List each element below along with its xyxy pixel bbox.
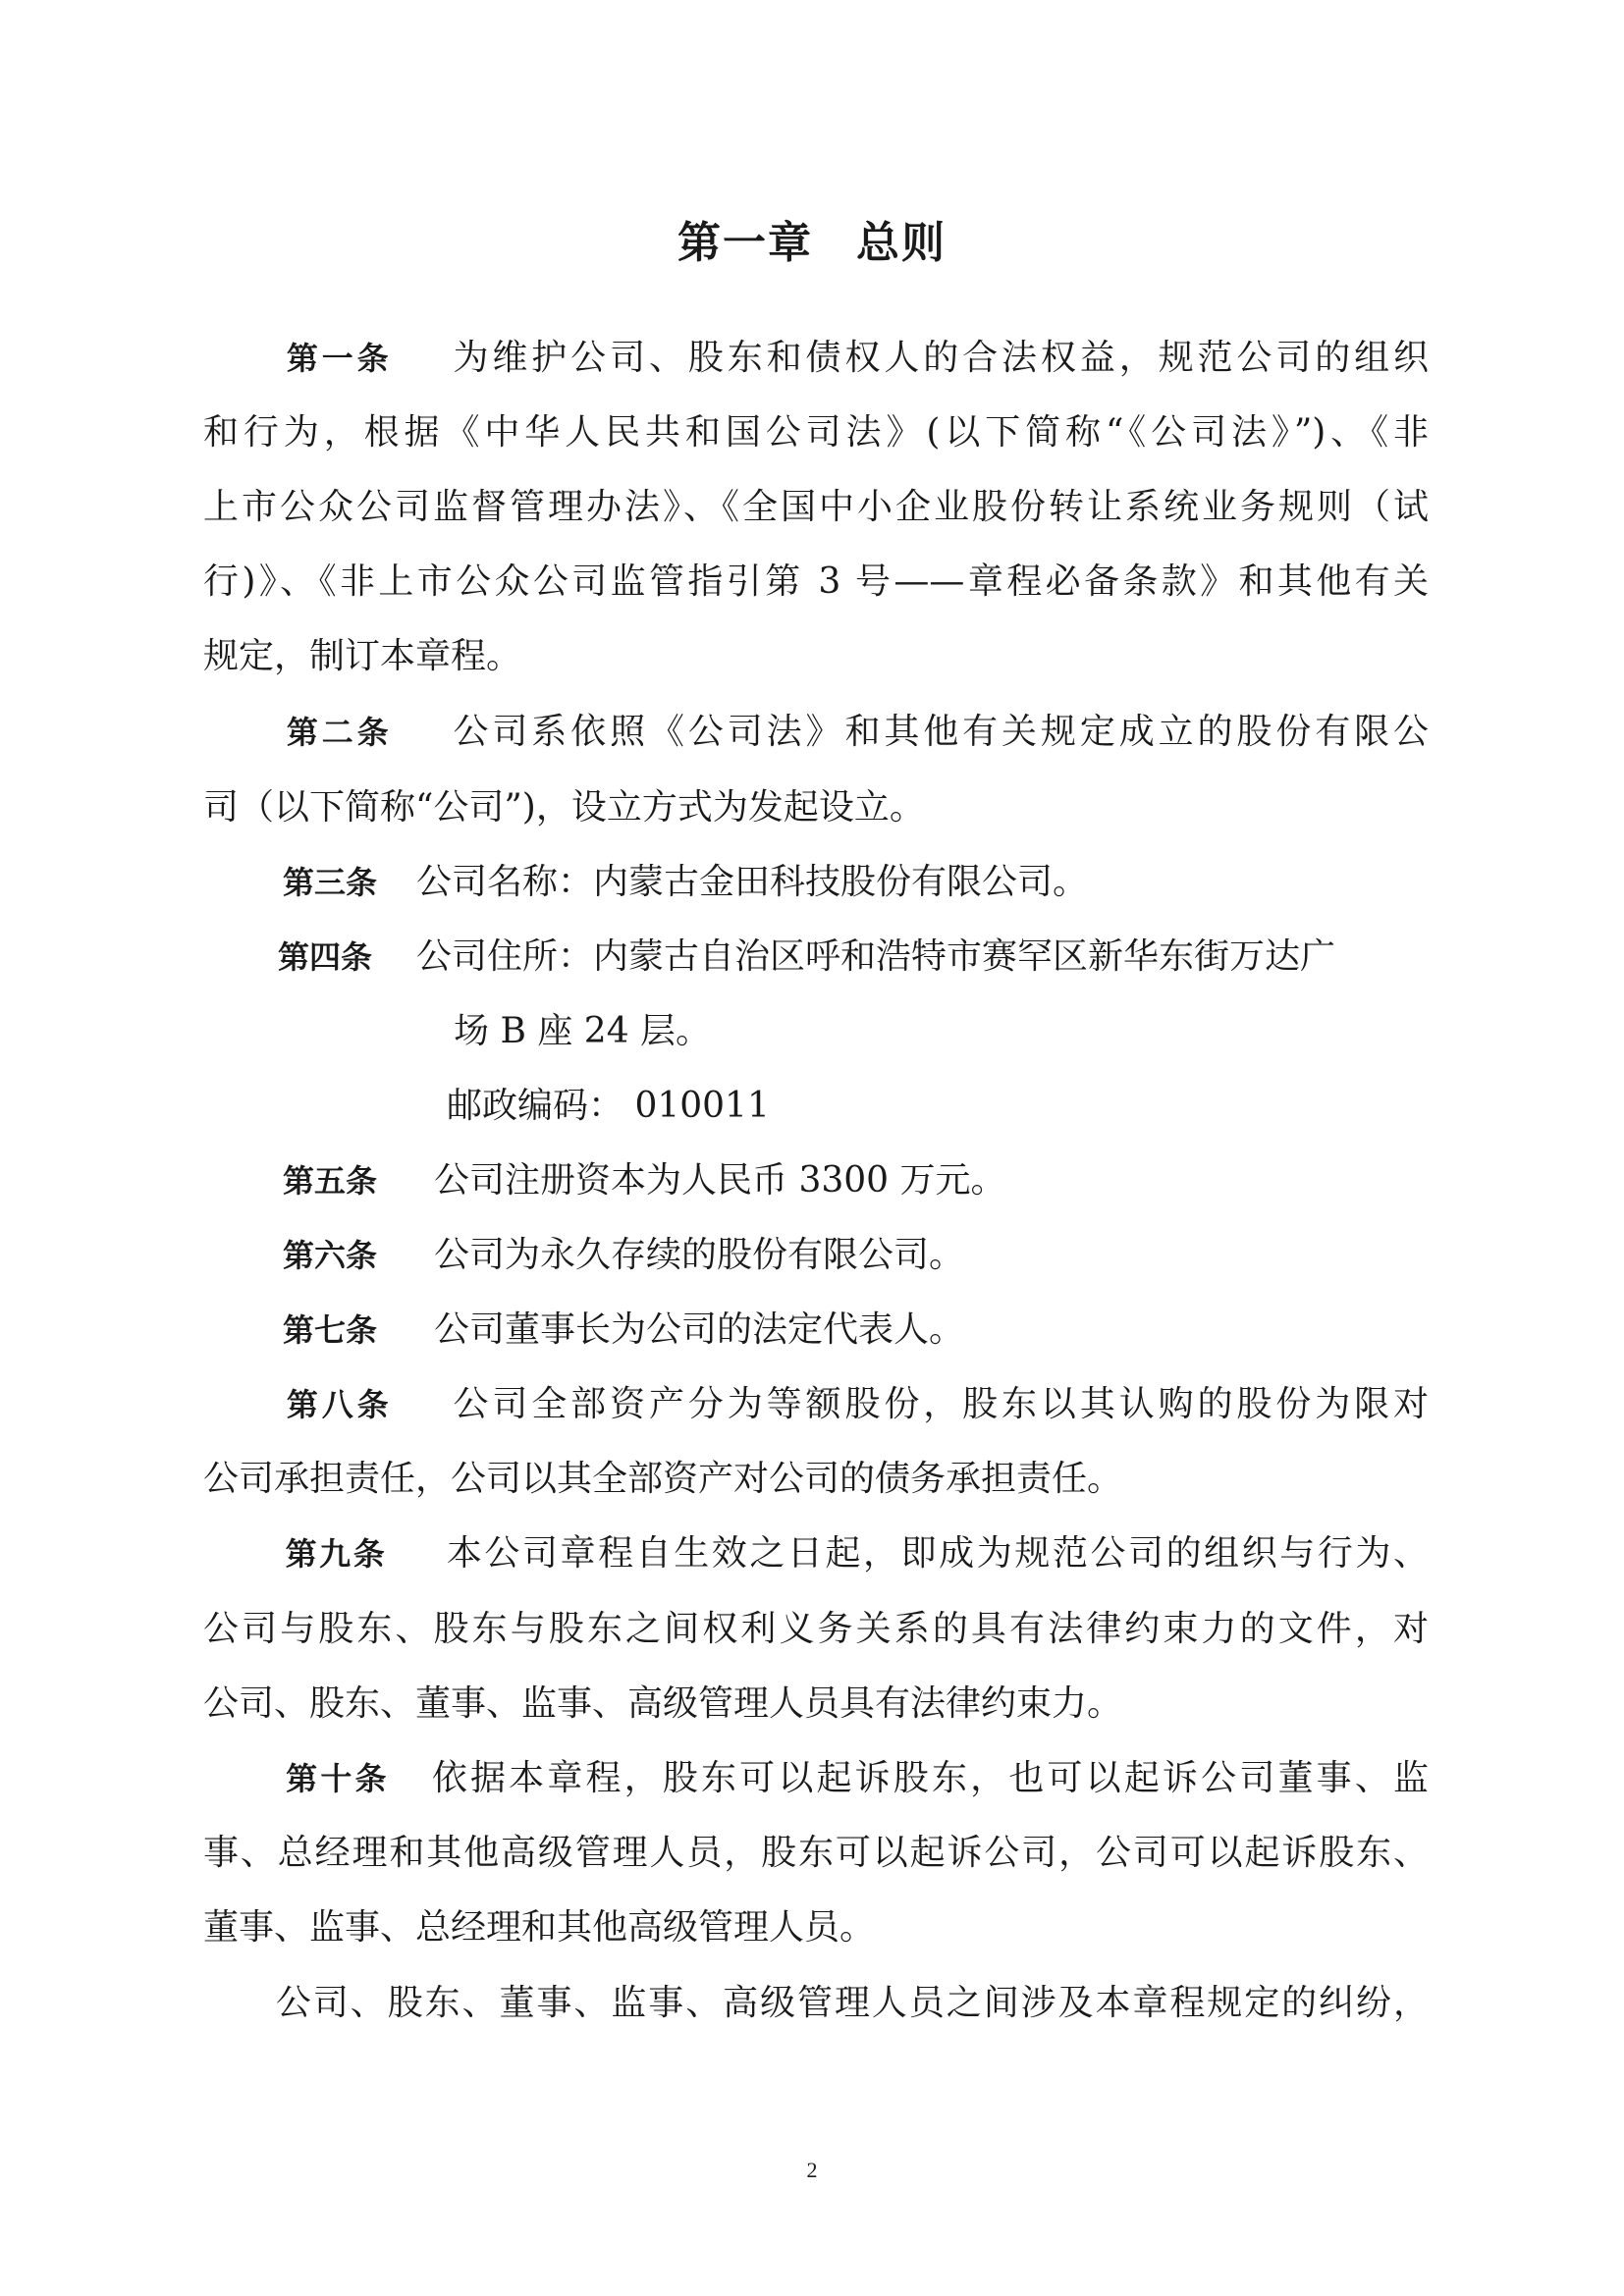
article-label: 第七条 [283,1311,378,1349]
article-label: 第八条 [283,1386,393,1423]
article-2-line-1: 第二条 公司系依照《公司法》和其他有关规定成立的股份有限公 [283,712,1429,752]
article-10-line-2: 事、总经理和其他高级管理人员，股东可以起诉公司，公司可以起诉股东、 [203,1833,1429,1873]
page-number: 2 [806,2158,818,2182]
article-3-line-1: 第三条 公司名称：内蒙古金田科技股份有限公司。 [283,862,1089,902]
article-label: 第十条 [283,1760,390,1797]
article-1-line-4: 行)》、《非上市公众公司监管指引第 3 号——章程必备条款》和其他有关 [203,561,1429,602]
article-2-line-2: 司（以下简称“公司”)，设立方式为发起设立。 [203,787,925,828]
article-1-line-2: 和行为，根据《中华人民共和国公司法》(以下简称“《公司法》”)、《非 [203,412,1429,453]
article-label: 第一条 [283,340,393,377]
article-10-line-3: 董事、监事、总经理和其他高级管理人员。 [203,1907,876,1948]
article-label: 第二条 [283,714,393,751]
chapter-heading [0,214,1624,273]
article-label: 第六条 [283,1237,378,1274]
article-1-line-3: 上市公众公司监督管理办法》、《全国中小企业股份转让系统业务规则（试 [203,487,1429,527]
article-1-line-1: 第一条 为维护公司、股东和债权人的合法权益，规范公司的组织 [283,338,1429,378]
article-7-line-1: 第七条 公司董事长为公司的法定代表人。 [283,1309,965,1350]
article-6-line-1: 第六条 公司为永久存续的股份有限公司。 [283,1235,965,1275]
article-9-line-3: 公司、股东、董事、监事、高级管理人员具有法律约束力。 [203,1683,1123,1724]
article-4-postal-code: 邮政编码： 010011 [447,1086,770,1126]
article-9-line-1: 第九条 本公司章程自生效之日起，即成为规范公司的组织与行为、 [283,1533,1429,1574]
article-label: 第五条 [283,1162,378,1200]
article-5-line-1: 第五条 公司注册资本为人民币 3300 万元。 [283,1160,1006,1201]
article-4-line-1: 第四条 公司住所：内蒙古自治区呼和浩特市赛罕区新华东街万达广 [278,936,1336,977]
article-label: 第三条 [283,864,378,901]
article-8-line-1: 第八条 公司全部资产分为等额股份，股东以其认购的股份为限对 [283,1384,1429,1424]
article-10-paragraph-2-line-1: 公司、股东、董事、监事、高级管理人员之间涉及本章程规定的纠纷， [274,1983,1429,2023]
article-label: 第九条 [283,1535,388,1573]
article-1-line-5: 规定，制订本章程。 [203,636,522,676]
article-label: 第四条 [278,938,373,976]
chapter-number: 第一章 [677,218,813,268]
article-9-line-2: 公司与股东、股东与股东之间权利义务关系的具有法律约束力的文件，对 [203,1609,1429,1649]
chapter-title: 总则 [856,218,947,268]
article-8-line-2: 公司承担责任，公司以其全部资产对公司的债务承担责任。 [203,1459,1123,1499]
article-4-line-2: 场 B 座 24 层。 [454,1011,712,1051]
article-10-line-1: 第十条 依据本章程，股东可以起诉股东，也可以起诉公司董事、监 [283,1758,1429,1798]
